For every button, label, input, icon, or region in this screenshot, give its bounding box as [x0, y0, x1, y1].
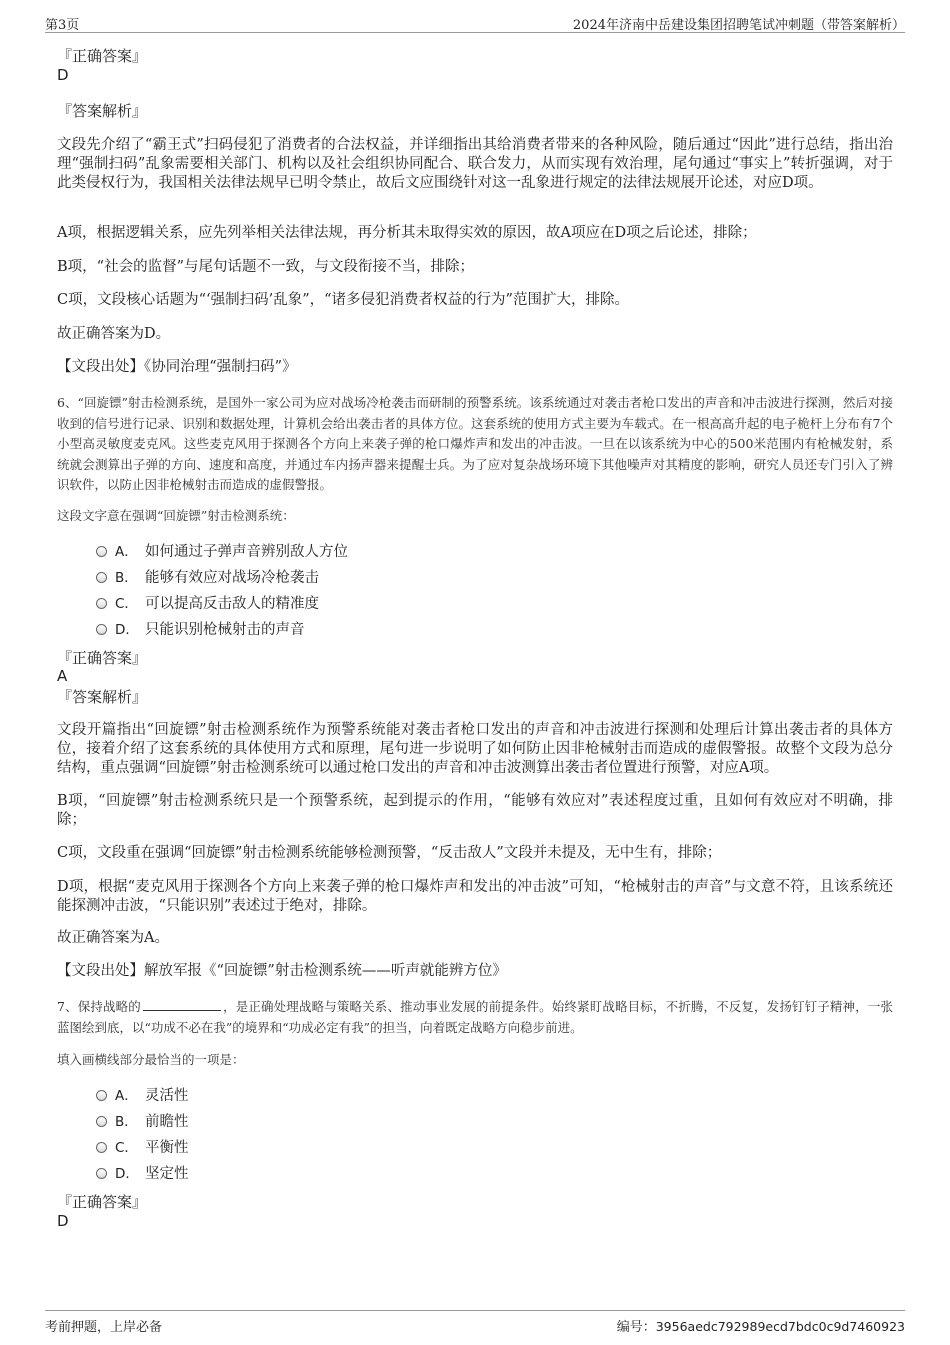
- option-b[interactable]: B． 能够有效应对战场冷枪袭击: [96, 568, 319, 588]
- page-header: [45, 14, 905, 33]
- correct-answer-value: D: [57, 66, 69, 84]
- analysis-paragraph: 文段开篇指出“回旋镖”射击检测系统作为预警系统能对袭击者枪口发出的声音和冲击波进行探测和处理后计算出袭击者的具体方位，接着介绍了这套系统的具体使用方式和原理，尾句进一步说明了如何防止因非枪械射击而造成的虚假警报。故整个文段为总分结构，重点强调“回旋镖”射击检测系统可以通过枪口发出的声音和冲击波测算出袭击者位置进行预警，对应A项。: [57, 722, 893, 776]
- correct-answer-value: D: [57, 1212, 69, 1230]
- analysis-option-c: C项，文段重在强调“回旋镖”射击检测系统能够检测预警，“反击敌人”文段并未提及，无中生有，排除；: [57, 845, 722, 861]
- radio-icon[interactable]: [96, 1168, 107, 1179]
- question-6-prompt: 这段文字意在强调“回旋镖”射击检测系统：: [57, 508, 295, 523]
- analysis-option-a: A项，根据逻辑关系，应先列举相关法律法规，再分析其未取得实效的原因，故A项应在D项之后论述，排除；: [57, 225, 757, 241]
- page-number: 第3页: [45, 18, 80, 33]
- analysis-option-b: B项，“社会的监督”与尾句话题不一致，与文段衔接不当，排除；: [57, 259, 474, 275]
- analysis-label: 『答案解析』: [57, 102, 148, 120]
- fill-blank: [143, 998, 221, 1011]
- option-d[interactable]: D． 坚定性: [96, 1164, 189, 1184]
- option-a[interactable]: A． 灵活性: [96, 1086, 189, 1106]
- radio-icon[interactable]: [96, 546, 107, 557]
- correct-answer-label: 『正确答案』: [57, 649, 148, 667]
- source-citation: 【文段出处】《协同治理“强制扫码”》: [57, 359, 297, 375]
- option-d[interactable]: D． 只能识别枪械射击的声音: [96, 620, 305, 640]
- radio-icon[interactable]: [96, 1142, 107, 1153]
- option-c[interactable]: C． 可以提高反击敌人的精准度: [96, 594, 319, 614]
- radio-icon[interactable]: [96, 598, 107, 609]
- analysis-label: 『答案解析』: [57, 688, 148, 706]
- correct-answer-label: 『正确答案』: [57, 47, 148, 65]
- footer-slogan: 考前押题，上岸必备: [45, 1320, 163, 1335]
- question-7-stem: 7、保持战略的 ，是正确处理战略与策略关系、推动事业发展的前提条件。始终紧盯战略目标，不折腾，不反复，发扬钉钉子精神，一张蓝图绘到底，以“功成不必在我”的境界和“功成必定有我”的担当，向着既定战略方向稳步前进。: [57, 999, 893, 1035]
- document-code: 编号：3956aedc792989ecd7bdc0c9d7460923: [616, 1319, 905, 1335]
- analysis-paragraph: 文段先介绍了“霸王式”扫码侵犯了消费者的合法权益，并详细指出其给消费者带来的各种风险，随后通过“因此”进行总结，指出治理“强制扫码”乱象需要相关部门、机构以及社会组织协同配合、联合发力，从而实现有效治理，尾句通过“事实上”转折强调，对于此类侵权行为，我国相关法律法规早已明令禁止，故后文应围绕针对这一乱象进行规定的法律法规展开论述，对应D项。: [57, 137, 893, 191]
- radio-icon[interactable]: [96, 1116, 107, 1127]
- correct-answer-label: 『正确答案』: [57, 1193, 148, 1211]
- question-6-stem: 6、“回旋镖”射击检测系统，是国外一家公司为应对战场冷枪袭击而研制的预警系统。该系统通过对袭击者枪口发出的声音和冲击波进行探测，然后对接收到的信号进行记录、识别和数据处理，计算机会给出袭击者的具体方位。这套系统的使用方式主要为车载式。在一根高高升起的电子桅杆上分布有7个小型高灵敏度麦克风。这些麦克风用于探测各个方向上来袭子弹的枪口爆炸声和发出的冲击波。一旦在以该系统为中心的500米范围内有枪械发射，系统就会测算出子弹的方向、速度和高度，并通过车内扬声器来提醒士兵。为了应对复杂战场环境下其他噪声对其精度的影响，研究人员还专门引入了辨识软件，以防止因非枪械射击而造成的虚假警报。: [57, 395, 893, 492]
- page-footer: [45, 1310, 905, 1335]
- question-7-prompt: 填入画横线部分最恰当的一项是：: [57, 1052, 245, 1067]
- option-b[interactable]: B． 前瞻性: [96, 1112, 189, 1132]
- option-a[interactable]: A． 如何通过子弹声音辨别敌人方位: [96, 542, 348, 562]
- conclusion: 故正确答案为A。: [57, 930, 169, 946]
- source-citation: 【文段出处】解放军报《“回旋镖”射击检测系统——听声就能辨方位》: [57, 963, 507, 979]
- radio-icon[interactable]: [96, 1090, 107, 1101]
- document-title: 2024年济南中岳建设集团招聘笔试冲刺题（带答案解析）: [572, 18, 905, 33]
- radio-icon[interactable]: [96, 624, 107, 635]
- analysis-option-d: D项，根据“麦克风用于探测各个方向上来袭子弹的枪口爆炸声和发出的冲击波”可知，“枪械射击的声音”与文意不符，且该系统还能探测冲击波，“只能识别”表述过于绝对，排除。: [57, 879, 893, 914]
- correct-answer-value: A: [57, 667, 68, 685]
- analysis-option-c: C项，文段核心话题为“‘强制扫码’乱象”，“诸多侵犯消费者权益的行为”范围扩大，排除。: [57, 292, 629, 308]
- analysis-option-b: B项，“回旋镖”射击检测系统只是一个预警系统，起到提示的作用，“能够有效应对”表述程度过重，且如何有效应对不明确，排除；: [57, 793, 893, 828]
- option-c[interactable]: C． 平衡性: [96, 1138, 189, 1158]
- radio-icon[interactable]: [96, 572, 107, 583]
- conclusion: 故正确答案为D。: [57, 326, 171, 342]
